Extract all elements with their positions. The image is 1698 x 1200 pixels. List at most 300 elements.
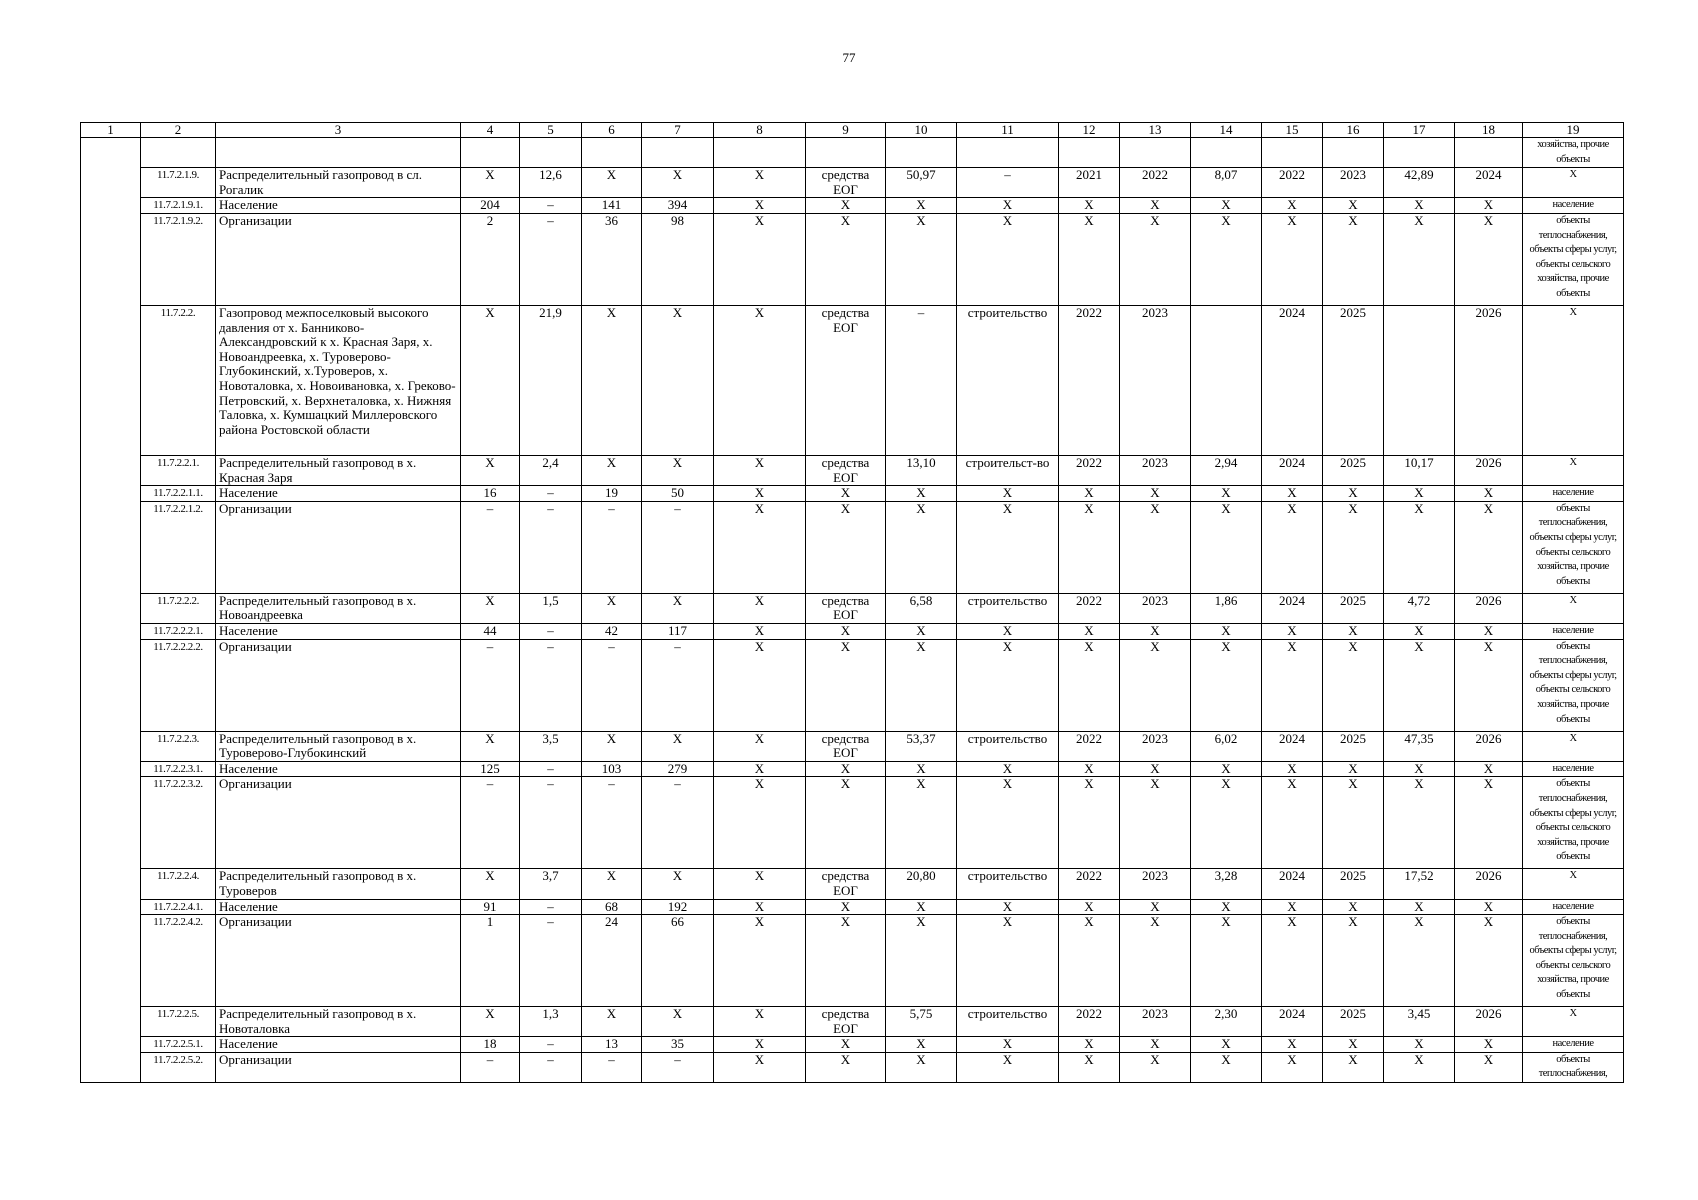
table-cell: Х — [1384, 501, 1455, 593]
table-cell: Х — [714, 915, 806, 1007]
table-cell: 1,86 — [1191, 593, 1262, 623]
table-cell: 18 — [461, 1037, 520, 1053]
table-cell: Х — [1262, 761, 1323, 777]
table-cell: Х — [1059, 486, 1120, 502]
consumer-type-cell: объекты теплоснабжения, объекты сферы услуг, объекты сельского хозяйства, прочие объекты — [1523, 213, 1624, 305]
table-row — [81, 501, 1624, 593]
table-cell: – — [642, 639, 714, 731]
table-cell: 141 — [582, 198, 642, 214]
table-row — [81, 623, 1624, 639]
table-cell: Х — [1384, 777, 1455, 869]
table-cell: средства ЕОГ — [806, 593, 886, 623]
table-cell: Х — [1384, 213, 1455, 305]
table-cell: 1,3 — [520, 1007, 582, 1037]
column-number-17: 17 — [1384, 123, 1455, 138]
table-cell: Х — [1120, 1052, 1191, 1082]
consumer-type-cell: Х — [1523, 731, 1624, 761]
table-cell: Х — [1059, 1037, 1120, 1053]
table-cell: Х — [957, 777, 1059, 869]
item-name-cell: Население — [216, 198, 461, 214]
table-cell: Х — [582, 869, 642, 899]
table-cell: 2025 — [1323, 869, 1384, 899]
table-cell: Х — [886, 899, 957, 915]
consumer-type-cell: Х — [1523, 305, 1624, 455]
table-cell: 2022 — [1059, 869, 1120, 899]
item-code-cell: 11.7.2.2.4.2. — [141, 915, 216, 1007]
consumer-type-cell: объекты теплоснабжения, объекты сферы услуг, объекты сельского хозяйства, прочие объекты — [1523, 777, 1624, 869]
item-code-cell: 11.7.2.1.9. — [141, 168, 216, 198]
table-cell: Х — [714, 869, 806, 899]
table-cell — [1191, 305, 1262, 455]
consumer-type-cell: объекты теплоснабжения, объекты сферы услуг, объекты сельского хозяйства, прочие объекты — [1523, 501, 1624, 593]
table-cell: 2025 — [1323, 305, 1384, 455]
table-cell: Х — [714, 198, 806, 214]
item-name-cell: Организации — [216, 213, 461, 305]
table-cell: – — [886, 305, 957, 455]
item-name-cell: Распределительный газопровод в х. Туроверово-Глубокинский — [216, 731, 461, 761]
table-cell: 2024 — [1262, 593, 1323, 623]
table-cell: Х — [1059, 639, 1120, 731]
table-cell: Х — [806, 198, 886, 214]
table-cell: Х — [1262, 915, 1323, 1007]
consumer-type-cell: население — [1523, 761, 1624, 777]
table-cell: 16 — [461, 486, 520, 502]
table-cell: 2026 — [1455, 869, 1523, 899]
item-code-cell: 11.7.2.2.1. — [141, 455, 216, 485]
table-cell: Х — [582, 168, 642, 198]
table-cell: Х — [957, 761, 1059, 777]
table-row — [81, 168, 1624, 198]
table-cell: Х — [642, 1007, 714, 1037]
table-cell: Х — [1120, 777, 1191, 869]
table-cell: Х — [1191, 899, 1262, 915]
table-cell: 2024 — [1262, 731, 1323, 761]
table-cell: Х — [1384, 761, 1455, 777]
table-cell: Х — [1262, 899, 1323, 915]
table-cell: 2023 — [1120, 305, 1191, 455]
table-cell: строительство — [957, 731, 1059, 761]
table-cell: Х — [1262, 501, 1323, 593]
table-cell: средства ЕОГ — [806, 168, 886, 198]
consumer-type-cell: Х — [1523, 168, 1624, 198]
table-cell: Х — [886, 213, 957, 305]
table-cell: Х — [642, 869, 714, 899]
table-cell: 2,94 — [1191, 455, 1262, 485]
column-number-9: 9 — [806, 123, 886, 138]
table-cell: Х — [1059, 198, 1120, 214]
column-number-5: 5 — [520, 123, 582, 138]
table-cell: Х — [1262, 198, 1323, 214]
table-cell: строительство — [957, 869, 1059, 899]
table-cell — [1455, 138, 1523, 168]
consumer-type-cell: объекты теплоснабжения, объекты сферы услуг, объекты сельского хозяйства, прочие объекты — [1523, 639, 1624, 731]
table-cell: Х — [886, 777, 957, 869]
table-cell: 44 — [461, 623, 520, 639]
item-name-cell — [216, 138, 461, 168]
table-cell: Х — [957, 915, 1059, 1007]
table-cell: Х — [582, 593, 642, 623]
table-cell: – — [520, 198, 582, 214]
table-cell: – — [582, 639, 642, 731]
table-cell: 42,89 — [1384, 168, 1455, 198]
table-cell: Х — [714, 1052, 806, 1082]
item-code-cell: 11.7.2.1.9.2. — [141, 213, 216, 305]
consumer-type-cell: Х — [1523, 1007, 1624, 1037]
table-cell: Х — [461, 731, 520, 761]
table-cell: 3,7 — [520, 869, 582, 899]
table-cell — [1323, 138, 1384, 168]
table-cell: – — [520, 213, 582, 305]
table-cell: Х — [1384, 915, 1455, 1007]
table-cell — [714, 138, 806, 168]
table-cell: 50,97 — [886, 168, 957, 198]
table-cell: Х — [1323, 486, 1384, 502]
table-cell: – — [520, 1037, 582, 1053]
item-name-cell: Организации — [216, 1052, 461, 1082]
table-cell: Х — [1191, 915, 1262, 1007]
table-cell: – — [520, 623, 582, 639]
table-cell: – — [957, 168, 1059, 198]
item-code-cell: 11.7.2.2.3.2. — [141, 777, 216, 869]
table-cell: Х — [714, 486, 806, 502]
table-cell: 2023 — [1323, 168, 1384, 198]
table-cell: Х — [1191, 1037, 1262, 1053]
item-code-cell: 11.7.2.2.5.1. — [141, 1037, 216, 1053]
item-code-cell: 11.7.2.2.3. — [141, 731, 216, 761]
table-cell: Х — [1384, 899, 1455, 915]
item-name-cell: Население — [216, 486, 461, 502]
table-cell: Х — [886, 198, 957, 214]
table-cell — [642, 138, 714, 168]
table-cell: Х — [886, 623, 957, 639]
column-number-8: 8 — [714, 123, 806, 138]
consumer-type-cell: население — [1523, 623, 1624, 639]
table-cell: Х — [582, 455, 642, 485]
table-cell: 91 — [461, 899, 520, 915]
gas-pipeline-table — [80, 122, 1624, 1083]
table-cell: Х — [1455, 486, 1523, 502]
table-cell: 2026 — [1455, 1007, 1523, 1037]
consumer-type-cell: объекты теплоснабжения, объекты сферы услуг, объекты сельского хозяйства, прочие объекты — [1523, 915, 1624, 1007]
table-cell: Х — [461, 455, 520, 485]
table-cell: 5,75 — [886, 1007, 957, 1037]
table-cell: Х — [957, 1037, 1059, 1053]
table-cell: 2022 — [1059, 1007, 1120, 1037]
table-cell — [1384, 138, 1455, 168]
table-cell: 2024 — [1455, 168, 1523, 198]
table-row — [81, 1052, 1624, 1082]
table-cell: Х — [714, 623, 806, 639]
item-name-cell: Население — [216, 1037, 461, 1053]
table-cell: Х — [806, 761, 886, 777]
table-cell: Х — [1455, 761, 1523, 777]
consumer-type-cell: население — [1523, 198, 1624, 214]
table-cell: Х — [1384, 623, 1455, 639]
table-cell: 2,30 — [1191, 1007, 1262, 1037]
table-cell: Х — [1059, 915, 1120, 1007]
item-code-cell: 11.7.2.2.4.1. — [141, 899, 216, 915]
item-name-cell: Организации — [216, 501, 461, 593]
table-cell: 47,35 — [1384, 731, 1455, 761]
table-cell: 2021 — [1059, 168, 1120, 198]
table-cell — [1384, 305, 1455, 455]
table-cell: Х — [1455, 639, 1523, 731]
table-cell: Х — [1455, 915, 1523, 1007]
table-cell: 3,5 — [520, 731, 582, 761]
table-cell: 6,02 — [1191, 731, 1262, 761]
table-cell: Х — [1384, 198, 1455, 214]
table-cell: – — [642, 1052, 714, 1082]
table-row — [81, 1007, 1624, 1037]
table-row — [81, 1037, 1624, 1053]
table-cell: 2025 — [1323, 455, 1384, 485]
table-cell: Х — [1323, 777, 1384, 869]
table-cell: 68 — [582, 899, 642, 915]
table-cell: 2023 — [1120, 455, 1191, 485]
table-row — [81, 639, 1624, 731]
table-cell: Х — [714, 593, 806, 623]
table-cell: Х — [806, 486, 886, 502]
table-cell: 24 — [582, 915, 642, 1007]
column-number-1: 1 — [81, 123, 141, 138]
table-cell: Х — [1262, 639, 1323, 731]
table-cell — [461, 138, 520, 168]
table-cell: Х — [957, 639, 1059, 731]
table-cell: 279 — [642, 761, 714, 777]
table-cell: Х — [1262, 1052, 1323, 1082]
table-cell: Х — [1059, 623, 1120, 639]
table-row — [81, 198, 1624, 214]
item-code-cell: 11.7.2.2.2.2. — [141, 639, 216, 731]
table-cell: 2022 — [1059, 455, 1120, 485]
table-cell: 13 — [582, 1037, 642, 1053]
table-cell: – — [520, 761, 582, 777]
table-cell: 2 — [461, 213, 520, 305]
table-cell: Х — [1059, 761, 1120, 777]
table-cell: Х — [886, 761, 957, 777]
table-cell: Х — [1384, 1052, 1455, 1082]
table-cell: Х — [806, 623, 886, 639]
column-number-15: 15 — [1262, 123, 1323, 138]
table-cell: 4,72 — [1384, 593, 1455, 623]
table-cell: Х — [642, 168, 714, 198]
table-cell: Х — [806, 639, 886, 731]
table-cell: Х — [714, 455, 806, 485]
table-cell: Х — [957, 213, 1059, 305]
table-cell: Х — [1262, 623, 1323, 639]
table-cell: Х — [1120, 213, 1191, 305]
table-cell: Х — [582, 305, 642, 455]
table-cell: 2023 — [1120, 593, 1191, 623]
table-row — [81, 761, 1624, 777]
table-cell: Х — [1059, 899, 1120, 915]
table-cell: средства ЕОГ — [806, 1007, 886, 1037]
table-cell: – — [642, 777, 714, 869]
table-cell: 2023 — [1120, 731, 1191, 761]
item-code-cell: 11.7.2.2. — [141, 305, 216, 455]
table-cell: – — [520, 486, 582, 502]
table-cell — [1059, 138, 1120, 168]
consumer-type-cell: Х — [1523, 869, 1624, 899]
table-cell: Х — [642, 305, 714, 455]
table-cell: 2023 — [1120, 869, 1191, 899]
table-cell: Х — [1191, 623, 1262, 639]
table-cell: 12,6 — [520, 168, 582, 198]
table-cell: Х — [714, 1007, 806, 1037]
column-number-4: 4 — [461, 123, 520, 138]
table-cell: 2025 — [1323, 1007, 1384, 1037]
table-cell: 19 — [582, 486, 642, 502]
item-name-cell: Распределительный газопровод в х. Новоталовка — [216, 1007, 461, 1037]
table-cell: Х — [714, 777, 806, 869]
column-number-3: 3 — [216, 123, 461, 138]
table-cell: Х — [1323, 915, 1384, 1007]
table-cell: 1 — [461, 915, 520, 1007]
table-cell: Х — [806, 501, 886, 593]
table-cell: Х — [1384, 639, 1455, 731]
table-cell: строительст-во — [957, 455, 1059, 485]
table-cell: Х — [1120, 486, 1191, 502]
column-number-16: 16 — [1323, 123, 1384, 138]
table-cell: 2026 — [1455, 305, 1523, 455]
table-row — [81, 455, 1624, 485]
table-cell: – — [520, 915, 582, 1007]
table-cell: Х — [461, 305, 520, 455]
table-cell: – — [582, 501, 642, 593]
item-name-cell: Население — [216, 761, 461, 777]
table-cell: 13,10 — [886, 455, 957, 485]
table-cell: Х — [714, 305, 806, 455]
table-cell: Х — [1262, 486, 1323, 502]
item-code-cell: 11.7.2.2.5.2. — [141, 1052, 216, 1082]
page-number: 77 — [842, 50, 856, 65]
table-cell — [1191, 138, 1262, 168]
table-cell: 1,5 — [520, 593, 582, 623]
table-cell: Х — [1191, 761, 1262, 777]
table-cell: 2024 — [1262, 869, 1323, 899]
table-cell: Х — [1455, 1037, 1523, 1053]
table-cell: Х — [461, 1007, 520, 1037]
column-number-row — [81, 123, 1624, 138]
table-cell: Х — [886, 1037, 957, 1053]
table-cell: Х — [806, 777, 886, 869]
table-cell: Х — [582, 1007, 642, 1037]
item-code-cell: 11.7.2.2.2.1. — [141, 623, 216, 639]
table-cell: Х — [714, 761, 806, 777]
item-name-cell: Газопровод межпоселковый высокого давления от х. Банниково-Александровский к х. Красная Заря, х. Новоандреевка, х. Туроверово-Глубокинский, х.Туроверов, х. Новоталовка, х. Новоивановка, х. Греково-Петровский, х. Верхнеталовка, х. Нижняя Таловка, х. Кумшацкий Миллеровского района Ростовской области — [216, 305, 461, 455]
item-name-cell: Организации — [216, 915, 461, 1007]
table-cell: Х — [1059, 1052, 1120, 1082]
table-cell — [1262, 138, 1323, 168]
item-code-cell: 11.7.2.2.1.1. — [141, 486, 216, 502]
table-cell: Х — [642, 593, 714, 623]
table-cell: – — [461, 777, 520, 869]
table-cell: Х — [1323, 623, 1384, 639]
section-number-cell — [81, 138, 141, 1083]
table-cell: – — [520, 1052, 582, 1082]
table-cell: 66 — [642, 915, 714, 1007]
table-cell: Х — [642, 455, 714, 485]
table-cell: 2026 — [1455, 455, 1523, 485]
table-cell: Х — [957, 501, 1059, 593]
table-cell: 3,28 — [1191, 869, 1262, 899]
table-cell: 6,58 — [886, 593, 957, 623]
table-cell: – — [520, 639, 582, 731]
table-cell: Х — [1191, 1052, 1262, 1082]
table-cell: – — [520, 501, 582, 593]
table-cell: Х — [714, 501, 806, 593]
column-number-18: 18 — [1455, 123, 1523, 138]
table-cell: Х — [1323, 198, 1384, 214]
table-cell: Х — [1323, 213, 1384, 305]
table-cell: 2024 — [1262, 1007, 1323, 1037]
table-cell: Х — [1120, 198, 1191, 214]
table-cell: Х — [1384, 486, 1455, 502]
table-cell: Х — [1323, 639, 1384, 731]
table-cell — [886, 138, 957, 168]
table-cell: Х — [1455, 899, 1523, 915]
column-number-11: 11 — [957, 123, 1059, 138]
item-code-cell: 11.7.2.2.1.2. — [141, 501, 216, 593]
table-cell: Х — [1059, 501, 1120, 593]
table-cell: Х — [1323, 501, 1384, 593]
table-cell: Х — [1191, 501, 1262, 593]
table-cell: Х — [886, 915, 957, 1007]
consumer-type-cell: население — [1523, 1037, 1624, 1053]
table-row — [81, 305, 1624, 455]
table-cell: 53,37 — [886, 731, 957, 761]
table-cell: Х — [1191, 639, 1262, 731]
column-number-14: 14 — [1191, 123, 1262, 138]
table-cell: 2,4 — [520, 455, 582, 485]
column-number-12: 12 — [1059, 123, 1120, 138]
table-row — [81, 213, 1624, 305]
item-name-cell: Распределительный газопровод в х. Туроверов — [216, 869, 461, 899]
table-cell: 2025 — [1323, 731, 1384, 761]
table-cell: 2022 — [1059, 731, 1120, 761]
table-cell: Х — [1120, 915, 1191, 1007]
table-cell: Х — [1323, 1052, 1384, 1082]
table-cell: Х — [886, 486, 957, 502]
table-cell: – — [461, 639, 520, 731]
consumer-type-cell: объекты теплоснабжения, — [1523, 1052, 1624, 1082]
table-cell: Х — [1455, 198, 1523, 214]
table-cell: строительство — [957, 1007, 1059, 1037]
table-cell: Х — [1323, 761, 1384, 777]
table-cell: 2024 — [1262, 455, 1323, 485]
consumer-type-cell: хозяйства, прочие объекты — [1523, 138, 1624, 168]
item-name-cell: Распределительный газопровод в х. Новоандреевка — [216, 593, 461, 623]
item-name-cell: Население — [216, 899, 461, 915]
table-cell: Х — [1323, 899, 1384, 915]
table-cell: 21,9 — [520, 305, 582, 455]
table-cell: – — [461, 1052, 520, 1082]
table-cell: Х — [1323, 1037, 1384, 1053]
table-cell: Х — [957, 486, 1059, 502]
table-cell: 35 — [642, 1037, 714, 1053]
item-name-cell: Распределительный газопровод в сл. Рогалик — [216, 168, 461, 198]
column-number-2: 2 — [141, 123, 216, 138]
column-number-19: 19 — [1523, 123, 1624, 138]
table-row — [81, 777, 1624, 869]
table-cell: Х — [642, 731, 714, 761]
table-cell: Х — [1120, 639, 1191, 731]
table-cell: 125 — [461, 761, 520, 777]
table-cell: средства ЕОГ — [806, 455, 886, 485]
table-row — [81, 138, 1624, 168]
table-cell — [806, 138, 886, 168]
table-cell: строительство — [957, 593, 1059, 623]
